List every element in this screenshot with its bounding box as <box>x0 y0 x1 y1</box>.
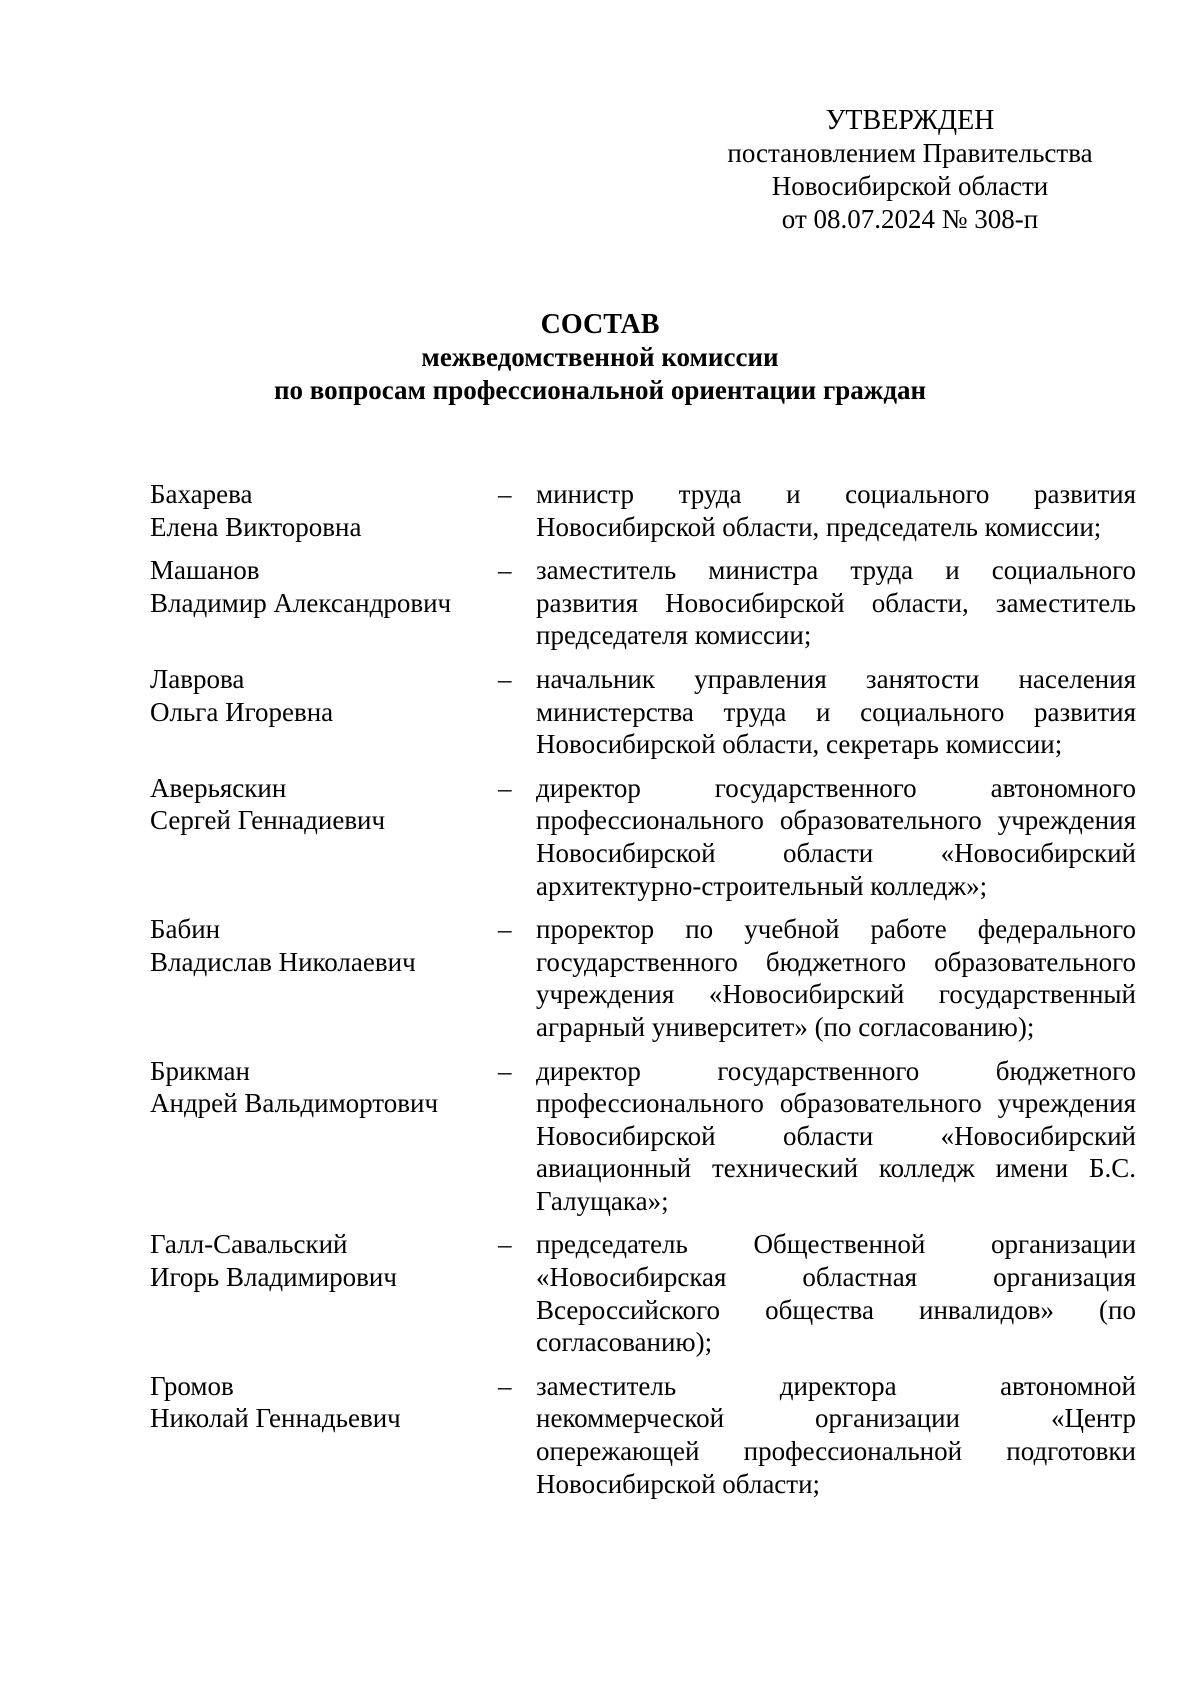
member-surname: Брикман <box>150 1055 250 1086</box>
commission-members-list <box>150 478 1136 1511</box>
member-surname: Бабин <box>150 914 221 945</box>
member-dash: – <box>498 1229 512 1260</box>
member-name <box>150 663 498 761</box>
member-given-names: Николай Геннадьевич <box>150 1403 401 1434</box>
member-given-names: Андрей Вальдимортович <box>150 1088 439 1119</box>
member-entry <box>150 1055 1136 1218</box>
title-subtitle-1: межведомственной комиссии <box>421 342 779 372</box>
title-main: СОСТАВ <box>540 309 660 340</box>
member-name <box>150 478 498 543</box>
member-role: директор государственного бюджетного профессионального образовательного учреждения Новосибирской области «Новосибирский авиационный технический колледж имени Б.С. Галущака»; <box>536 1055 1136 1216</box>
member-surname: Галл-Савальский <box>150 1229 348 1260</box>
member-name <box>150 1228 498 1358</box>
member-role: заместитель министра труда и социального развития Новосибирской области, заместитель председателя комиссии; <box>536 555 1136 651</box>
member-name <box>150 772 498 902</box>
member-role: заместитель директора автономной некоммерческой организации «Центр опережающей профессиональной подготовки Новосибирской области; <box>536 1370 1136 1499</box>
member-surname: Аверьяскин <box>150 772 287 803</box>
member-name <box>150 554 498 652</box>
member-entry <box>150 1228 1136 1358</box>
member-surname: Лаврова <box>150 663 245 694</box>
member-dash: – <box>498 914 512 945</box>
approval-date-number-line: от 08.07.2024 № 308-п <box>781 204 1039 234</box>
member-name <box>150 1370 498 1500</box>
member-given-names: Елена Викторовна <box>150 511 362 542</box>
member-given-names: Владислав Николаевич <box>150 946 416 977</box>
member-entry <box>150 772 1136 902</box>
approval-region-line: Новосибирской области <box>771 171 1049 201</box>
member-dash: – <box>498 772 512 803</box>
approval-heading: УТВЕРЖДЕН <box>825 105 995 136</box>
member-surname: Громов <box>150 1370 234 1401</box>
member-name <box>150 1055 498 1218</box>
member-dash: – <box>498 663 512 694</box>
member-given-names: Ольга Игоревна <box>150 696 334 727</box>
member-role: министр труда и социального развития Новосибирской области, председатель комиссии; <box>536 479 1136 542</box>
member-given-names: Игорь Владимирович <box>150 1262 397 1293</box>
document-title <box>0 308 1200 407</box>
member-entry <box>150 1370 1136 1500</box>
member-dash: – <box>498 1370 512 1401</box>
title-subtitle-2: по вопросам профессиональной ориентации граждан <box>273 375 927 405</box>
member-name <box>150 913 498 1043</box>
member-entry <box>150 663 1136 761</box>
member-dash: – <box>498 555 512 586</box>
member-role: проректор по учебной работе федерального государственного бюджетного образовательного учреждения «Новосибирский государственный аграрный университет» (по согласованию); <box>536 914 1136 1042</box>
member-surname: Бахарева <box>150 479 253 509</box>
member-dash: – <box>498 1055 512 1086</box>
member-role: начальник управления занятости населения министерства труда и социального развития Новосибирской области, секретарь комиссии; <box>536 663 1136 760</box>
member-surname: Машанов <box>150 555 260 586</box>
member-role: председатель Общественной организации «Новосибирская областная организация Всероссийского общества инвалидов» (по согласованию); <box>536 1229 1136 1358</box>
member-entry <box>150 554 1136 652</box>
member-role: директор государственного автономного профессионального образовательного учреждения Новосибирской области «Новосибирский архитектурно-строительный колледж»; <box>536 772 1136 901</box>
member-given-names: Владимир Александрович <box>150 587 452 618</box>
member-entry <box>150 913 1136 1043</box>
member-given-names: Сергей Геннадиевич <box>150 805 386 836</box>
approval-stamp <box>700 104 1120 236</box>
member-dash: – <box>498 479 512 509</box>
member-entry <box>150 478 1136 543</box>
approval-resolution-line: постановлением Правительства <box>727 138 1093 168</box>
